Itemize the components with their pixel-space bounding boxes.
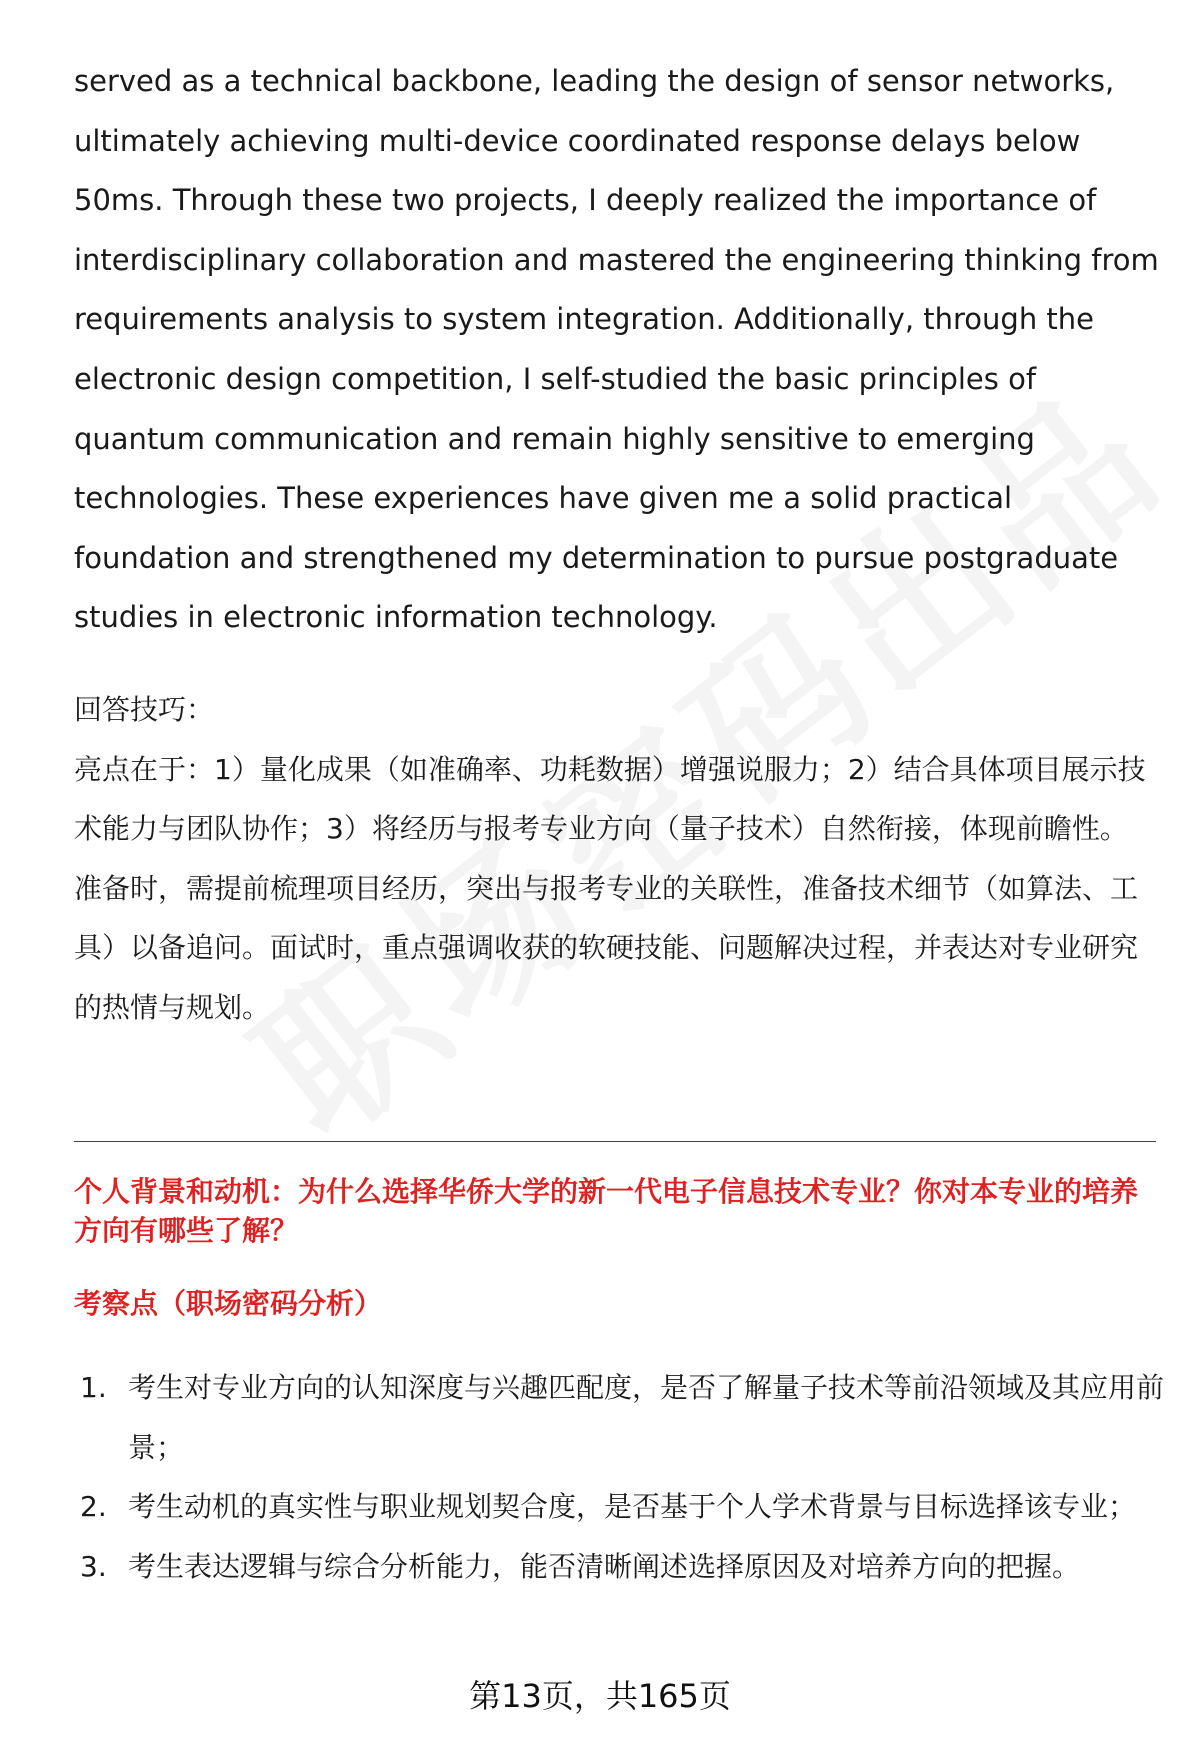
list-item <box>80 1537 1164 1597</box>
list-number: 2. <box>80 1490 107 1523</box>
tips-highlight: 亮点在于：1）量化成果（如准确率、功耗数据）增强说服力；2）结合具体项目展示技术能力与团队协作；3）将经历与报考专业方向（量子技术）自然衔接，体现前瞻性。 <box>74 752 1146 845</box>
list-text: 考生对专业方向的认知深度与兴趣匹配度，是否了解量子技术等前沿领域及其应用前景； <box>128 1371 1165 1464</box>
analysis-points <box>80 1358 1164 1596</box>
list-text: 考生表达逻辑与综合分析能力，能否清晰阐述选择原因及对培养方向的把握。 <box>128 1549 1081 1583</box>
answer-paragraph: served as a technical backbone, leading the design of sensor networks, ultimately achieving multi-device coordinated response delays below 50ms. Through these two projects, I deeply realized the importance of interdisciplinary collaboration and mastered the engineering thinking from requirements analysis to system integration. Additionally, through the electronic design competition, I self-studied the basic principles of quantum communication and remain highly sensitive to emerging technologies. These experiences have given me a solid practical foundation and strengthened my determination to pursue postgraduate studies in electronic information technology. <box>74 64 1159 635</box>
tips-label: 回答技巧： <box>74 693 215 726</box>
section-divider <box>74 1141 1156 1142</box>
analysis-heading: 考察点（职场密码分析） <box>74 1287 383 1320</box>
tips-preparation: 准备时，需提前梳理项目经历，突出与报考专业的关联性，准备技术细节（如算法、工具）以备追问。面试时，重点强调收获的软硬技能、问题解决过程，并表达对专业研究的热情与规划。 <box>74 871 1139 1024</box>
question-title: 个人背景和动机：为什么选择华侨大学的新一代电子信息技术专业？你对本专业的培养方向有哪些了解？ <box>74 1175 1139 1247</box>
list-text: 考生动机的真实性与职业规划契合度，是否基于个人学术背景与目标选择该专业； <box>128 1490 1137 1523</box>
list-number: 3. <box>80 1549 107 1583</box>
list-item <box>80 1477 1164 1537</box>
list-number: 1. <box>80 1371 107 1404</box>
page-number: 第13页，共165页 <box>469 1677 731 1715</box>
list-item <box>80 1358 1164 1477</box>
answer-tips <box>74 680 1164 1037</box>
